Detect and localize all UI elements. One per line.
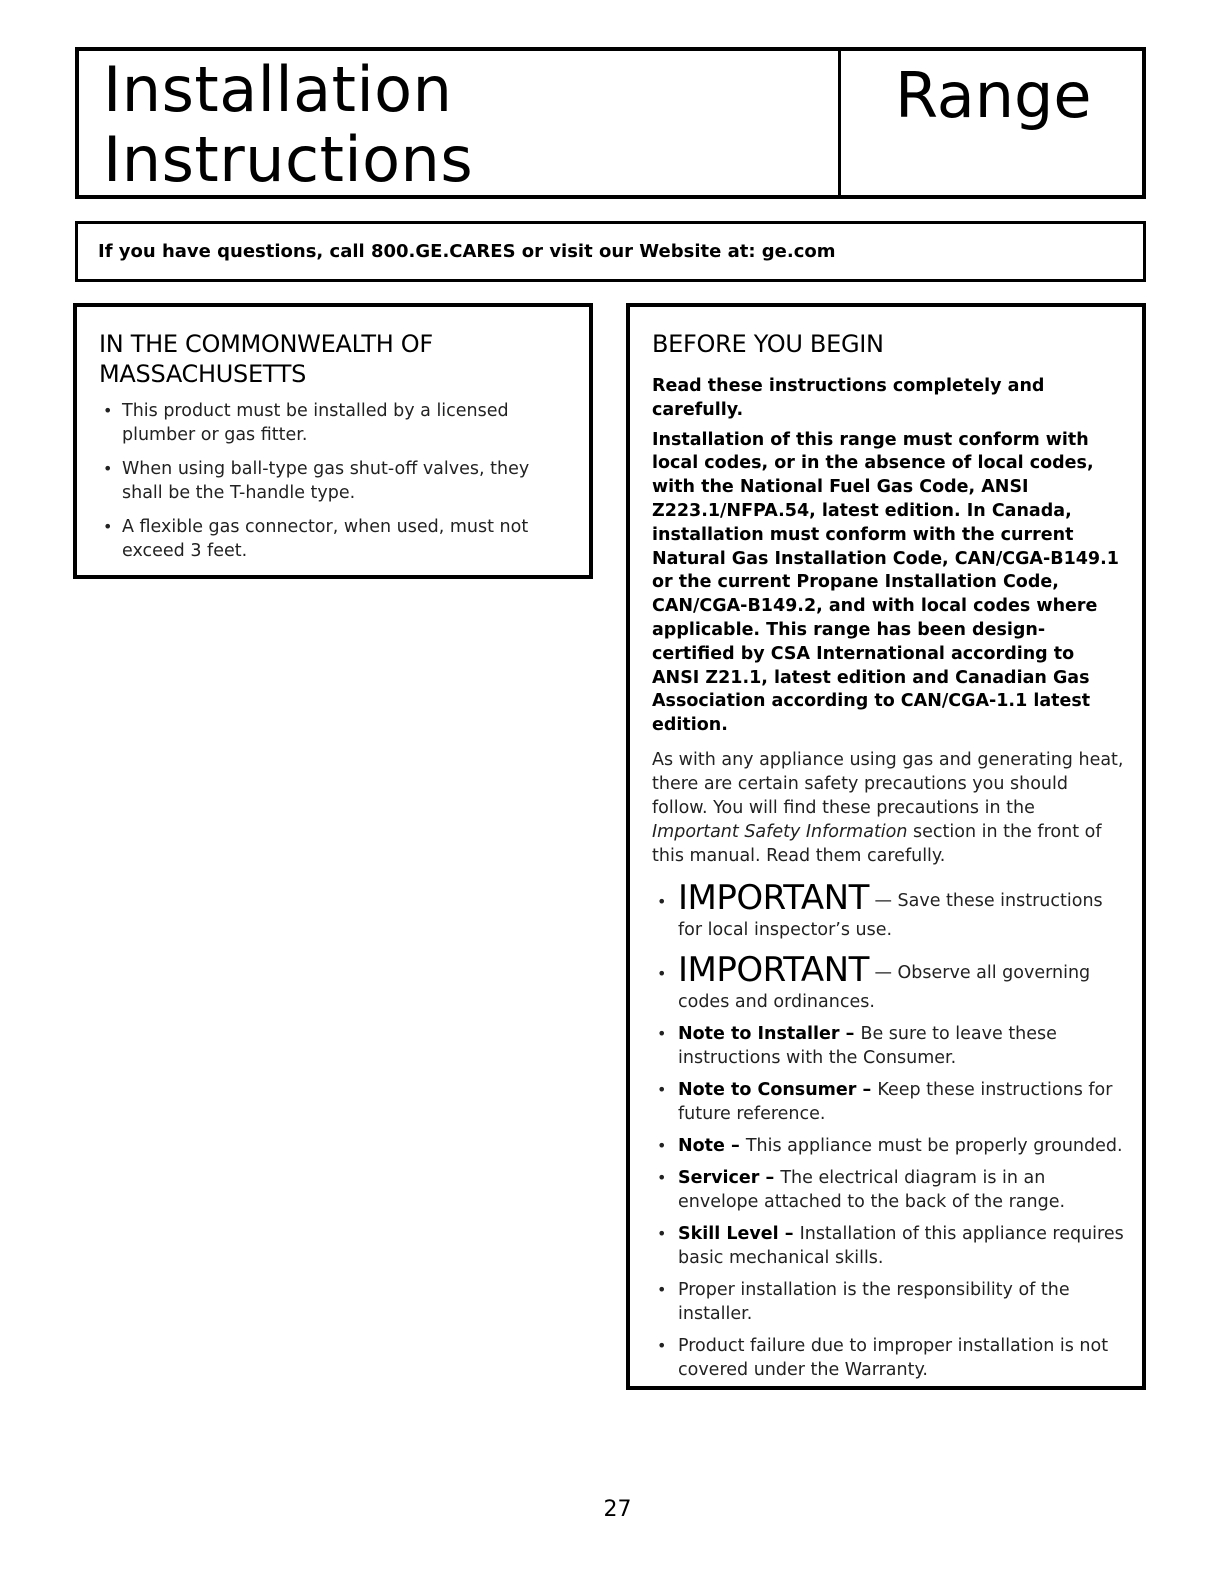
note-text: Proper installation is the responsibility of the installer. — [678, 1279, 1070, 1324]
safety-text-pre: As with any appliance using gas and generating heat, there are certain safety precautions you should follow. You will find these precautions in the — [652, 749, 1124, 818]
title-line-1: Installation — [103, 53, 453, 126]
list-item: • This product must be installed by a licensed plumber or gas fitter. — [99, 399, 569, 447]
important-label: IMPORTANT — [678, 949, 869, 990]
list-item — [652, 1166, 1124, 1214]
note-label: Note to Installer – — [678, 1023, 861, 1044]
important-text: — Save these instructions for local inspector’s use. — [678, 890, 1103, 940]
note-text: Keep these instructions for future reference. — [678, 1079, 1113, 1124]
list-item — [652, 1022, 1124, 1070]
note-label: Note – — [678, 1135, 746, 1156]
note-label: Skill Level – — [678, 1223, 800, 1244]
note-text: Installation of this appliance requires basic mechanical skills. — [678, 1223, 1124, 1268]
list-item: • A flexible gas connector, when used, must not exceed 3 feet. — [99, 515, 569, 563]
note-text: Product failure due to improper installation is not covered under the Warranty. — [678, 1335, 1109, 1380]
massachusetts-heading-line-2: MASSACHUSETTS — [99, 360, 307, 388]
safety-info-reference: Important Safety Information — [652, 821, 908, 842]
list-item — [652, 1278, 1124, 1326]
note-text: The electrical diagram is in an envelope attached to the back of the range. — [678, 1167, 1066, 1212]
list-item — [652, 1134, 1124, 1158]
header-box — [75, 47, 1146, 199]
code-compliance-text: Installation of this range must conform with local codes, or in the absence of local codes, with the National Fuel Gas Code, ANSI Z223.1/NFPA.54, latest edition. In Canada, installation must conform with the current Natural Gas Installation Code, CAN/CGA-B149.1 or the current Propane Installation Code, CAN/CGA-B149.2, and with local codes where applicable. This range has been design-certified by CSA International according to ANSI Z21.1, latest edition and Canadian Gas Association according to CAN/CGA-1.1 latest edition. — [652, 429, 1119, 736]
note-label: Servicer – — [678, 1167, 781, 1188]
notes-list — [652, 878, 1124, 1382]
important-text: — Observe all governing codes and ordinances. — [678, 962, 1091, 1012]
safety-precautions-text — [652, 748, 1124, 868]
important-item-1 — [652, 878, 1124, 942]
note-label: Note to Consumer – — [678, 1079, 878, 1100]
note-text: This appliance must be properly grounded. — [745, 1135, 1123, 1156]
list-item: • When using ball-type gas shut-off valves, they shall be the T-handle type. — [99, 457, 569, 505]
read-instructions-text: Read these instructions completely and carefully. — [652, 376, 1045, 420]
massachusetts-box — [73, 303, 593, 579]
before-heading: BEFORE YOU BEGIN — [652, 330, 884, 358]
massachusetts-heading — [99, 329, 569, 389]
massachusetts-heading-line-1: IN THE COMMONWEALTH OF — [99, 330, 433, 358]
important-label: IMPORTANT — [678, 877, 869, 918]
page-number: 27 — [603, 1497, 632, 1522]
list-item — [652, 1078, 1124, 1126]
list-item — [652, 1222, 1124, 1270]
before-you-begin-box — [626, 303, 1146, 1390]
massachusetts-list — [99, 399, 569, 563]
title-line-2: Instructions — [103, 123, 474, 196]
safety-text-post: section in the front of this manual. Read them carefully. — [652, 821, 1102, 866]
product-name-cell — [841, 51, 1142, 195]
contact-text: If you have questions, call 800.GE.CARES or visit our Website at: ge.com — [98, 241, 836, 262]
product-name: Range — [895, 59, 1092, 132]
important-item-2 — [652, 950, 1124, 1014]
document-title — [79, 51, 841, 195]
contact-bar — [75, 221, 1146, 282]
note-text: Be sure to leave these instructions with the Consumer. — [678, 1023, 1057, 1068]
list-item — [652, 1334, 1124, 1382]
